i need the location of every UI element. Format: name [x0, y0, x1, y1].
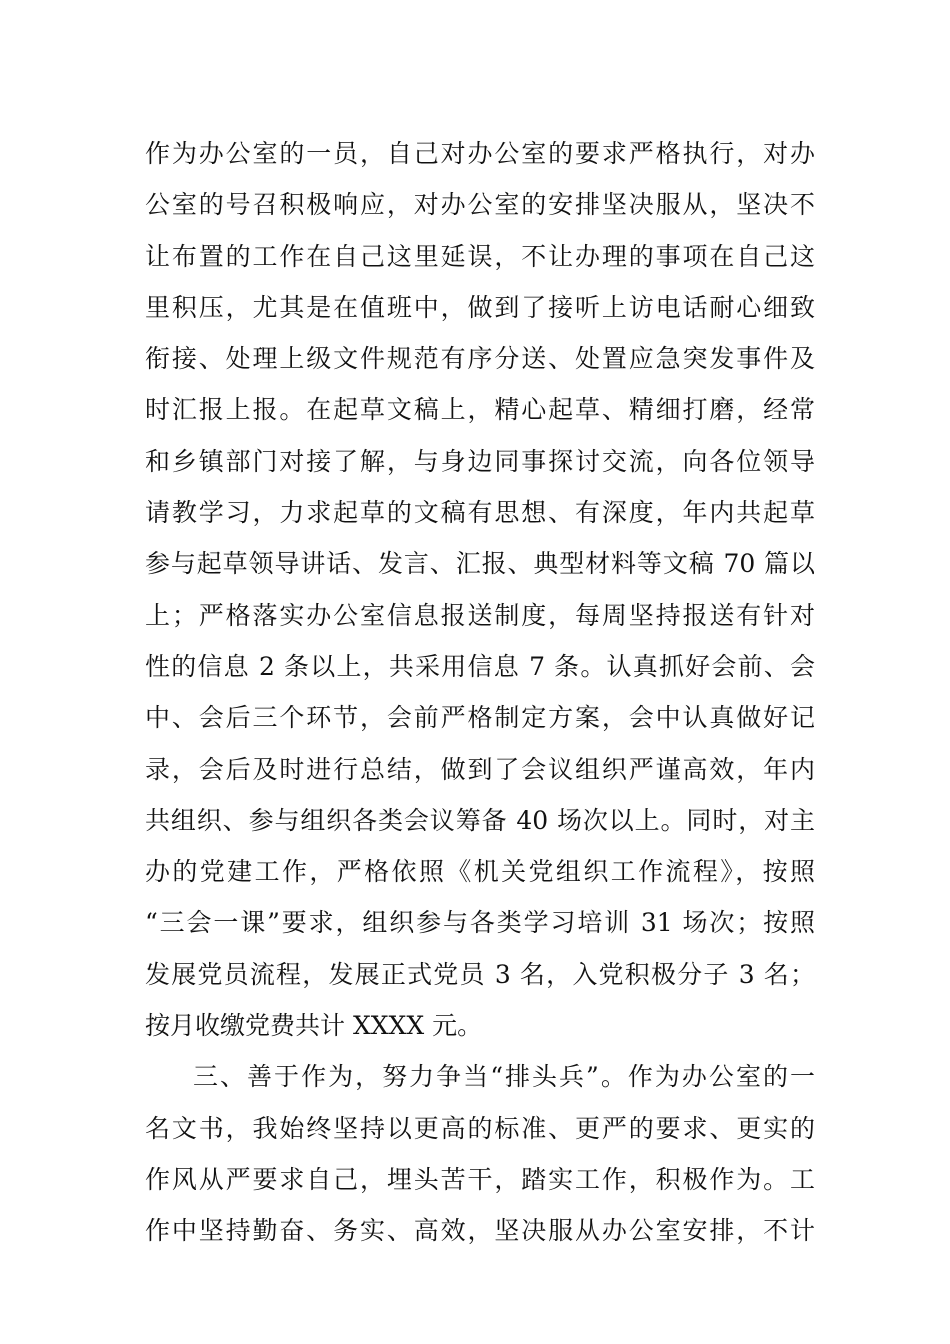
text-line: 办的党建工作，严格依照《机关党组织工作流程》，按照	[145, 857, 815, 887]
text-line: 作风从严要求自己，埋头苦干，踏实工作，积极作为。工	[145, 1164, 815, 1194]
text-line: 衔接、处理上级文件规范有序分送、处置应急突发事件及	[145, 344, 815, 374]
text-line: 参与起草领导讲话、发言、汇报、典型材料等文稿 70 篇以	[145, 549, 815, 579]
text-line: 共组织、参与组织各类会议筹备 40 场次以上。同时，对主	[145, 805, 815, 835]
text-line: 作中坚持勤奋、务实、高效，坚决服从办公室安排，不计	[145, 1216, 815, 1246]
text-line: 按月收缴党费共计 XXXX 元。	[145, 1011, 483, 1041]
text-line: 让布置的工作在自己这里延误，不让办理的事项在自己这	[145, 241, 815, 271]
text-line: 请教学习，力求起草的文稿有思想、有深度，年内共起草	[145, 498, 815, 528]
text-line: 上；严格落实办公室信息报送制度，每周坚持报送有针对	[145, 600, 815, 630]
text-line: 性的信息 2 条以上，共采用信息 7 条。认真抓好会前、会	[145, 651, 815, 681]
text-line: 中、会后三个环节，会前严格制定方案，会中认真做好记	[145, 703, 815, 733]
text-line: 录，会后及时进行总结，做到了会议组织严谨高效，年内	[145, 754, 815, 784]
text-line: “三会一课”要求，组织参与各类学习培训 31 场次；按照	[145, 908, 815, 938]
text-line: 里积压，尤其是在值班中，做到了接听上访电话耐心细致	[145, 292, 815, 322]
text-line: 作为办公室的一员，自己对办公室的要求严格执行，对办	[145, 139, 815, 168]
text-line: 时汇报上报。在起草文稿上，精心起草、精细打磨，经常	[145, 395, 815, 425]
text-line: 发展党员流程，发展正式党员 3 名，入党积极分子 3 名；	[145, 959, 815, 989]
text-line: 公室的号召积极响应，对办公室的安排坚决服从，坚决不	[145, 190, 815, 220]
document-body	[145, 128, 815, 1257]
text-line: 和乡镇部门对接了解，与身边同事探讨交流，向各位领导	[145, 446, 815, 476]
section-heading-line: 三、善于作为，努力争当“排头兵”。作为办公室的一	[193, 1062, 815, 1092]
text-line: 名文书，我始终坚持以更高的标准、更严的要求、更实的	[145, 1113, 815, 1143]
